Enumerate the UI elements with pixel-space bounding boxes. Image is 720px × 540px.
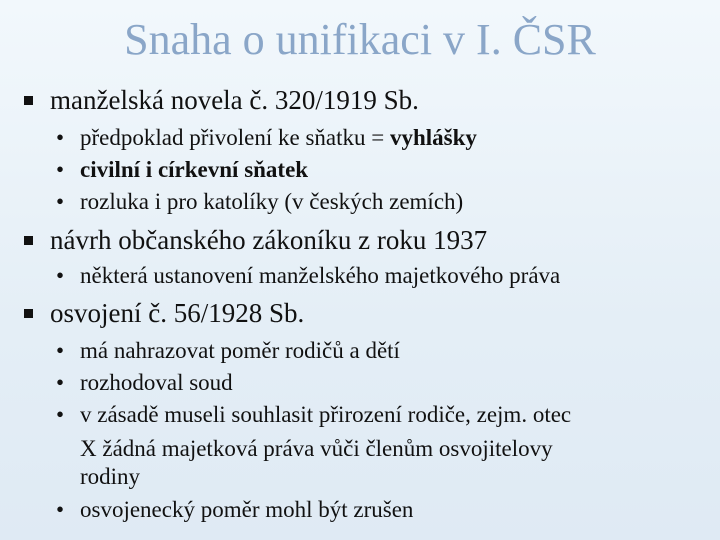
square-bullet-icon <box>24 96 33 105</box>
slide: Snaha o unifikaci v I. ČSR manželská novela č. 320/1919 Sb. • předpoklad přivolení ke sňatku = vyhlášky • civilní i církevní sňatek • rozluka i pro katolíky (v českých zemích) návrh občanského zákoníku z roku 1937 • některá ustanovení manželského majetkového práva osvojení č. 56/1928 Sb. • má nahrazovat poměr rodičů a dětí • rozhodoval soud • v zásadě museli souhlasit přirození rodiče, zejm. otec X žádná majetková práva vůči členům osvojitelovy rodiny • osvojenecký poměr mohl být zrušen <box>0 0 720 540</box>
bullet-dot-icon: • <box>56 370 65 395</box>
bullet-dot-icon: • <box>56 189 65 214</box>
square-bullet-icon <box>24 236 33 245</box>
square-bullet-icon <box>24 309 33 318</box>
bullet-dot-icon: • <box>56 402 65 427</box>
bullet-dot-icon: • <box>56 497 65 522</box>
list-item-continuation: X žádná majetková práva vůči členům osvojitelovy <box>80 436 553 461</box>
slide-title: Snaha o unifikaci v I. ČSR <box>124 15 596 64</box>
bullet-dot-icon: • <box>56 338 65 363</box>
list-item-continuation: rodiny <box>80 464 141 489</box>
bullet-dot-icon: • <box>56 263 65 288</box>
bullet-dot-icon: • <box>56 157 65 182</box>
bullet-dot-icon: • <box>56 125 65 150</box>
